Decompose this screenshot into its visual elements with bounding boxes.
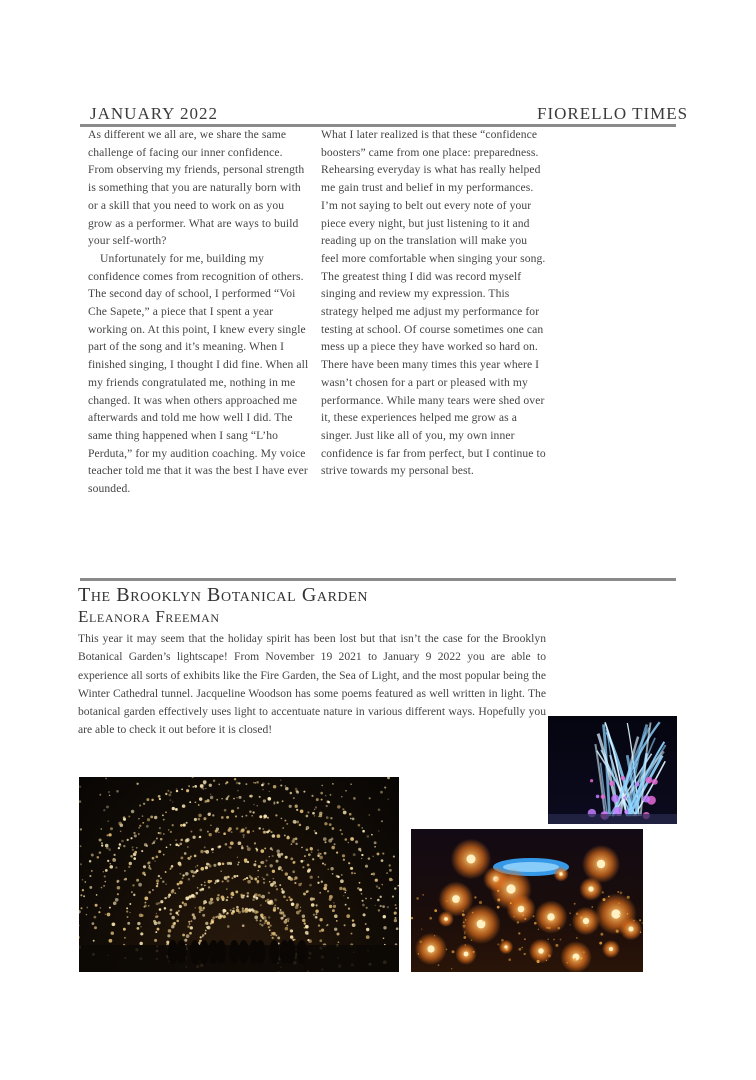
paragraph: As different we all are, we share the same challenge of facing our inner confidence. From observing my friends, personal strength is something that you are naturally born with or a skill that you need to work on as you grow as a performer. What are ways to build your self-worth? bbox=[88, 128, 305, 248]
article-column-right bbox=[321, 126, 547, 480]
article-title: The Brooklyn Botanical Garden bbox=[78, 584, 369, 606]
article-column-left bbox=[88, 126, 310, 498]
paragraph: What I later realized is that these “confidence boosters” came from one place: preparedness. Rehearsing everyday is what has really helped me gain trust and belief in my performances. I’m not saying to belt out every note of your piece every night, but just listening to it and reading up on the translation will make you feel more comfortable when singing your song. The greatest thing I did was record myself singing and review my expression. This strategy helped me adjust my performance for testing at school. Of course sometimes one can mess up a piece they have worked so hard on. There have been many times this year where I wasn’t chosen for a part or pleased with my performance. While many tears were shed over it, these experiences helped me grow as a singer. Just like all of you, my own inner confidence is far from perfect, but I continue to strive towards my personal best. bbox=[321, 128, 546, 478]
sea-of-light-graphic bbox=[548, 716, 677, 824]
section-rule bbox=[80, 578, 676, 581]
publication-name: FIORELLO TIMES bbox=[537, 104, 689, 123]
photo-fire-garden bbox=[411, 829, 643, 972]
photo-winter-cathedral bbox=[79, 777, 399, 972]
issue-date: JANUARY 2022 bbox=[90, 104, 219, 123]
photo-sea-of-light bbox=[548, 716, 677, 824]
winter-cathedral-graphic bbox=[79, 777, 399, 972]
fire-garden-graphic bbox=[411, 829, 643, 972]
paragraph: Unfortunately for me, building my confidence comes from recognition of others. The second day of school, I performed “Voi Che Sapete,” a piece that I spent a year working on. At this point, I knew every single part of the song and it’s meaning. When I finished singing, I thought I did fine. When all my friends congratulated me, nothing in me changed. It was when others approached me afterwards and told me how well I did. The same thing happened when I sang “L’ho Perduta,” for my audition coaching. My voice teacher told me that it was the best I have ever sounded. bbox=[88, 251, 309, 496]
article-author: Eleanora Freeman bbox=[78, 607, 220, 626]
article-body: This year it may seem that the holiday spirit has been lost but that isn’t the case for the Brooklyn Botanical Garden’s lightscape! From November 19 2021 to January 9 2022 you are able to experience all sorts of exhibits like the Fire Garden, the Sea of Light, and the most popular being the Winter Cathedral tunnel. Jacqueline Woodson has some poems featured as well written in light. The botanical garden effectively uses light to accentuate nature in various different ways. Hopefully you are able to check it out before it is closed! bbox=[78, 632, 546, 737]
